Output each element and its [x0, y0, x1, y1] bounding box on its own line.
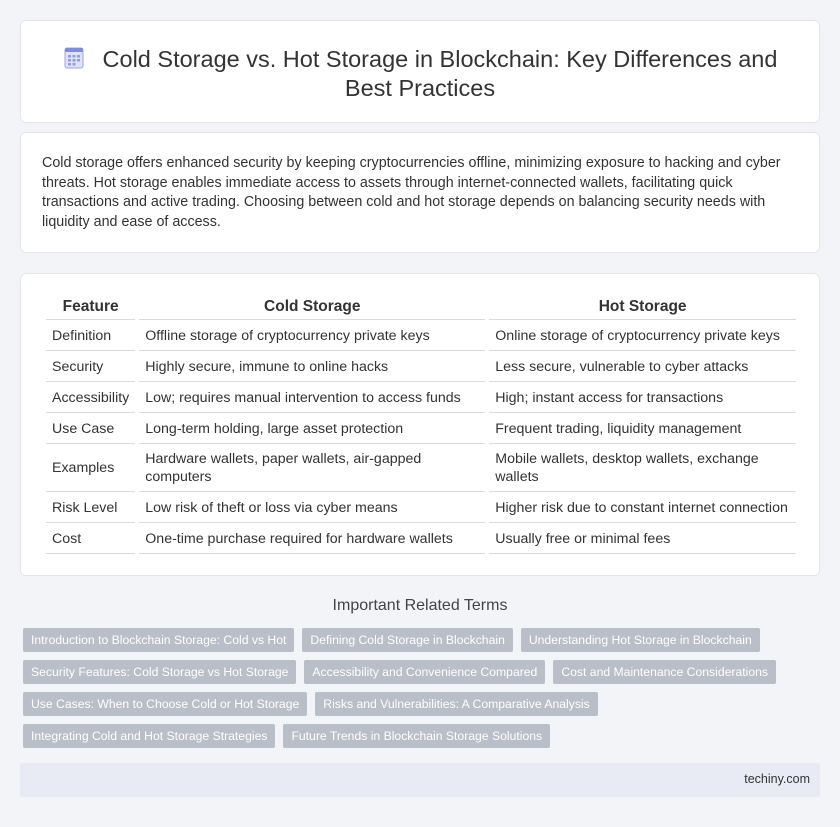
related-term-tag[interactable]: Integrating Cold and Hot Storage Strategies: [23, 724, 275, 748]
hot-storage-cell: Mobile wallets, desktop wallets, exchange wallets: [489, 444, 796, 492]
header-cold-storage: Cold Storage: [139, 294, 485, 320]
table-row: [46, 444, 796, 492]
feature-cell: Accessibility: [46, 382, 135, 413]
related-term-tag[interactable]: Defining Cold Storage in Blockchain: [302, 628, 512, 652]
related-term-tag[interactable]: Understanding Hot Storage in Blockchain: [521, 628, 760, 652]
hot-storage-cell: Online storage of cryptocurrency private keys: [489, 320, 796, 351]
feature-cell: Risk Level: [46, 492, 135, 523]
table-row: [46, 351, 796, 382]
footer-bar: [20, 763, 820, 797]
related-terms-list: [23, 628, 793, 748]
table-header-row: [46, 294, 796, 320]
related-term-tag[interactable]: Use Cases: When to Choose Cold or Hot Storage: [23, 692, 307, 716]
related-term-tag[interactable]: Introduction to Blockchain Storage: Cold vs Hot: [23, 628, 294, 652]
table-row: [46, 523, 796, 554]
cold-storage-cell: Long-term holding, large asset protection: [139, 413, 485, 444]
intro-paragraph: Cold storage offers enhanced security by keeping cryptocurrencies offline, minimizing exposure to hacking and cyber threats. Hot storage enables immediate access to assets through internet-connected wallets, facilitating quick transactions and active trading. Choosing between cold and hot storage depends on balancing security needs with liquidity and ease of access.: [42, 155, 781, 230]
related-term-tag[interactable]: Future Trends in Blockchain Storage Solutions: [283, 724, 550, 748]
table-row: [46, 413, 796, 444]
related-term-tag[interactable]: Accessibility and Convenience Compared: [304, 660, 545, 684]
document-icon: [63, 47, 85, 69]
cold-storage-cell: Low risk of theft or loss via cyber means: [139, 492, 485, 523]
feature-cell: Security: [46, 351, 135, 382]
hot-storage-cell: High; instant access for transactions: [489, 382, 796, 413]
related-term-tag[interactable]: Risks and Vulnerabilities: A Comparative Analysis: [315, 692, 597, 716]
intro-card: [20, 132, 820, 253]
feature-cell: Definition: [46, 320, 135, 351]
hot-storage-cell: Frequent trading, liquidity management: [489, 413, 796, 444]
table-row: [46, 492, 796, 523]
feature-cell: Examples: [46, 444, 135, 492]
hot-storage-cell: Usually free or minimal fees: [489, 523, 796, 554]
comparison-table: [42, 294, 800, 554]
feature-cell: Use Case: [46, 413, 135, 444]
title-card: [20, 20, 820, 123]
header-feature: Feature: [46, 294, 135, 320]
site-name[interactable]: techiny.com: [744, 772, 810, 786]
hot-storage-cell: Higher risk due to constant internet connection: [489, 492, 796, 523]
hot-storage-cell: Less secure, vulnerable to cyber attacks: [489, 351, 796, 382]
cold-storage-cell: One-time purchase required for hardware wallets: [139, 523, 485, 554]
cold-storage-cell: Low; requires manual intervention to access funds: [139, 382, 485, 413]
page-title-row: [21, 45, 819, 103]
feature-cell: Cost: [46, 523, 135, 554]
cold-storage-cell: Hardware wallets, paper wallets, air-gapped computers: [139, 444, 485, 492]
header-hot-storage: Hot Storage: [489, 294, 796, 320]
related-term-tag[interactable]: Security Features: Cold Storage vs Hot Storage: [23, 660, 296, 684]
related-terms-heading: Important Related Terms: [332, 597, 508, 614]
related-term-tag[interactable]: Cost and Maintenance Considerations: [553, 660, 776, 684]
table-row: [46, 382, 796, 413]
table-row: [46, 320, 796, 351]
cold-storage-cell: Offline storage of cryptocurrency private keys: [139, 320, 485, 351]
comparison-card: [20, 273, 820, 576]
page-title: Cold Storage vs. Hot Storage in Blockchain: Key Differences and Best Practices: [102, 46, 778, 101]
cold-storage-cell: Highly secure, immune to online hacks: [139, 351, 485, 382]
